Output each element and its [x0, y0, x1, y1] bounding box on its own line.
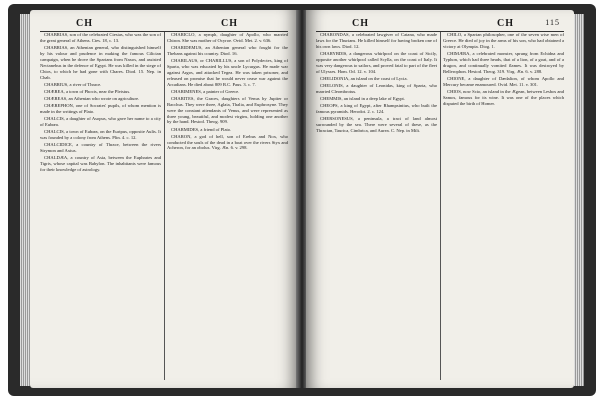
entry: CHABRIAS, son of the celebrated Ctesias, who was the son of the great general of Athens. Ctes. 18, c. 13. [40, 32, 161, 43]
entry: CHÆREA, a town of Phocis, near the Pleistus. [44, 88, 131, 94]
right-column-1 [316, 32, 437, 382]
right-running-head [306, 18, 574, 30]
left-running-head [30, 18, 298, 30]
right-page [306, 10, 574, 388]
book-spread [8, 4, 596, 396]
entry: CHABRIUS, a river of Thrace. [44, 81, 102, 87]
entry: CHIOS, now Scio, an island in the Ægean, between Lesbos and Samos, famous for its wine. It was one of the places which disputed the birth of Homer. [443, 88, 564, 106]
entry: CHABRIAS, an Athenian general, who distinguished himself by his valour and prudence in making the famous Cilician campaign, when he drove the Spartans from Naxos, and assisted Nectanebus in the defence of Egypt. He was killed in the siege of Chios, to which he had gone with Chares. Diod. 15. Nep. in Chab. [40, 45, 161, 80]
entry: CHEMMIS, an island in a deep lake of Egypt. [320, 95, 405, 101]
entry: CHALDÆA, a country of Asia, between the Euphrates and Tigris, whose capital was Babylon. The inhabitants were famous for their knowledge of astrology. [40, 154, 161, 172]
entry: CHELIDONIA, an island on the coast of Lycia. [320, 75, 408, 81]
left-column-2 [167, 32, 288, 382]
entry: CHARILAUS, or CHARILLUS, a son of Polydectes, king of Sparta, who was educated by his uncle Lycurgus. He made war against Argos, and attacked Tegea. He was taken prisoner, and released on promise that he would never cease war against the Arcadians. He died about 809 B.C. Paus. 3. c. 7. [167, 58, 288, 87]
right-column-2 [443, 32, 564, 382]
right-columns [316, 32, 564, 382]
entry: CHÆREAS, an Athenian who wrote on agriculture. [44, 95, 140, 101]
left-columns [40, 32, 288, 382]
right-header-1: CH [352, 18, 369, 29]
entry: CHIONE, a daughter of Dædalion, of whom Apollo and Mercury became enamoured. Ovid. Met. 11. v. 301. [443, 75, 564, 87]
entry: CHIMÆRA, a celebrated monster, sprung from Echidna and Typhon, which had three heads, that of a lion, of a goat, and of a dragon, and continually vomited flames. It was destroyed by Bellerophon. Hesiod. Theog. 319. Virg. Æn. 6. v. 288. [443, 50, 564, 74]
entry: CHARIDEMUS, an Athenian general who fought for the Thebans against his country. Diod. 16. [167, 45, 288, 56]
right-header-2: CH [497, 18, 514, 29]
entry: CHALCIS, a town of Eubœa, on the Euripus, opposite Aulis. It was founded by a colony from Athens. Plin. 4. c. 12. [40, 128, 161, 140]
left-header-2: CH [221, 18, 238, 29]
entry: CHÆREPHON, one of Socrates' pupils, of whom mention is made in the writings of Plato. [40, 102, 161, 114]
entry: CHALCIS, a daughter of Asopus, who gave her name to a city of Eubœa. [40, 115, 161, 127]
page-edges-right [574, 14, 584, 386]
entry: CHELONIS, a daughter of Leonidas, king of Sparta, who married Cleombrotus. [316, 82, 437, 94]
entry: CHALCIDICE, a country of Thrace, between the rivers Strymon and Axius. [40, 141, 161, 153]
entry: CHARICLO, a nymph, daughter of Apollo, who married Chiron. She was mother of Ocyroe. Ovid. Met. 2. v. 636. [167, 32, 288, 43]
entry: CHARON, a god of hell, son of Erebus and Nox, who conducted the souls of the dead in a boat over the rivers Styx and Acheron, for an obolus. Virg. Æn. 6. v. 298. [167, 133, 288, 151]
left-header-1: CH [76, 18, 93, 29]
entry: CHARYBDIS, a dangerous whirlpool on the coast of Sicily, opposite another whirlpool called Scylla, on the coast of Italy. It was very dangerous to sailors, and proved fatal to part of the fleet of Ulysses. Hom. Od. 12. v. 104. [316, 50, 437, 74]
entry: CHILO, a Spartan philosopher, one of the seven wise men of Greece. He died of joy in the arms of his son, who had obtained a victory at Olympia. Diog. 1. [443, 32, 564, 49]
left-column-1 [40, 32, 161, 382]
entry: CHARIMENES, a painter of Greece. [171, 88, 240, 94]
left-page [30, 10, 298, 388]
entry: CHARMIDES, a friend of Plato. [171, 126, 232, 132]
entry: CHARITES, the Graces, daughters of Venus by Jupiter or Bacchus. They were three, Aglaia, Thalia, and Euphrosyne. They were the constant attendants of Venus, and were represented as three young, beautiful, and modest virgins, holding one another by the hand. Hesiod. Theog. 909. [167, 95, 288, 125]
entry: CHEOPS, a king of Egypt, after Rhampsinitus, who built the famous pyramids. Herodot. 2. c. 124. [316, 102, 437, 114]
entry: CHERSONESUS, a peninsula, a tract of land almost surrounded by the sea. There were several of these, as the Thracian, Taurica, Cimbrica, and Aurea. C. Nep. in Milt. [316, 115, 437, 133]
entry: CHARONDAS, a celebrated lawgiver of Catana, who made laws for the Thurians. He killed himself for having broken one of his own laws. Diod. 12. [316, 32, 437, 49]
page-edges-left [20, 14, 30, 386]
page-number: 115 [545, 18, 560, 27]
